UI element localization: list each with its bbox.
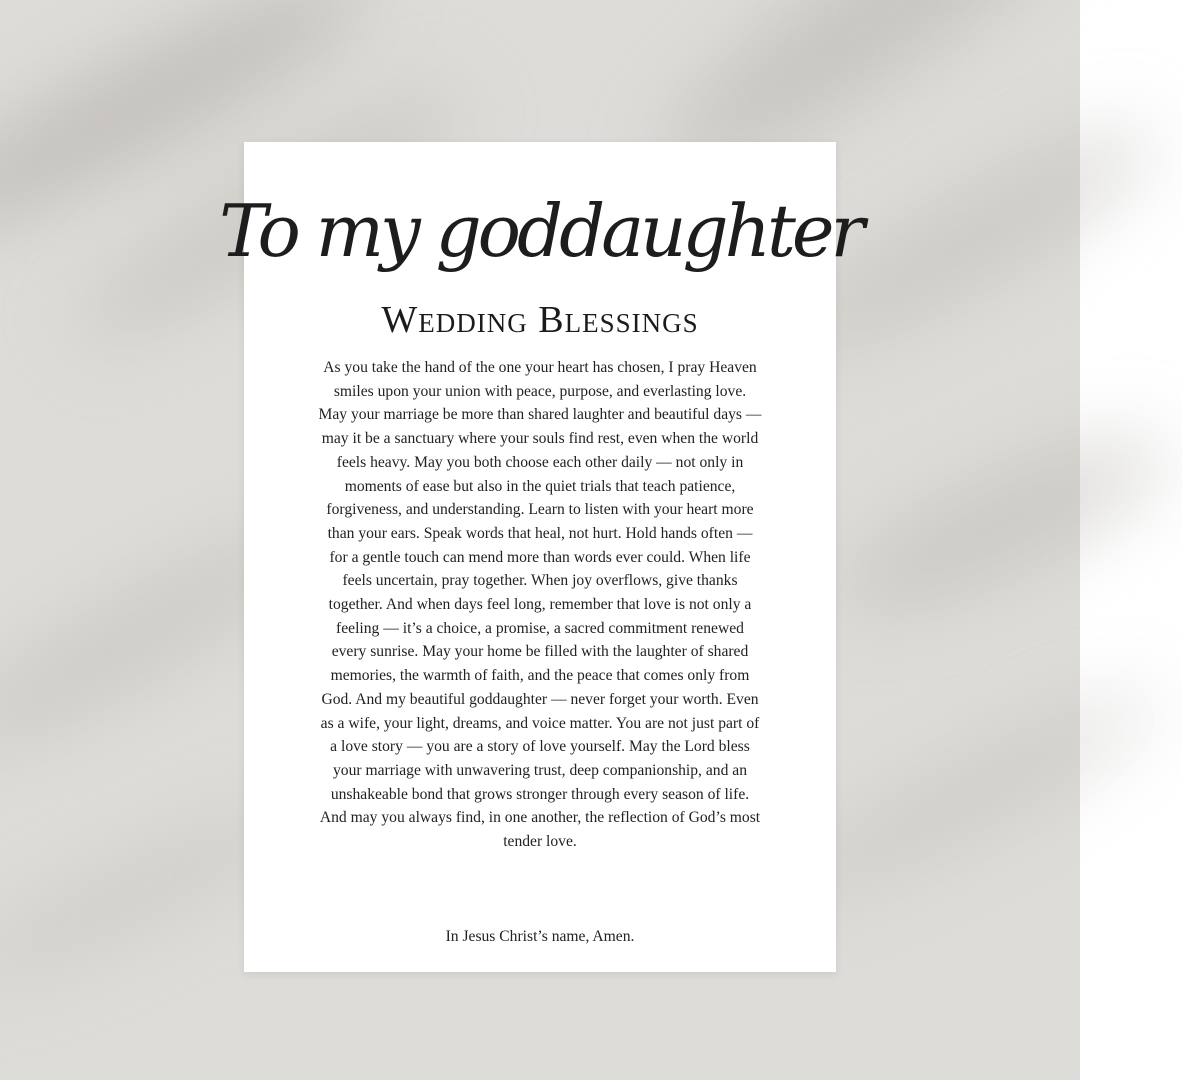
leaf-shadow: [818, 408, 1182, 642]
blessing-text: As you take the hand of the one your heart has chosen, I pray Heaven smiles upon your union with peace, purpose, and everlasting love. May your marriage be more than shared laughter and beautiful days — may it be a sanctuary where your souls find rest, even when the world feels heavy. May you both choose each other daily — not only in moments of ease but also in the quiet trials that teach patience, forgiveness, and understanding. Learn to listen with your heart more than your ears. Speak words that heal, not hurt. Hold hands often — for a gentle touch can mend more than words ever could. When life feels uncertain, pray together. When joy overflows, give thanks together. And when days feel long, remember that love is not only a feeling — it’s a choice, a promise, a sacred commitment renewed every sunrise. May your home be filled with the laughter of shared memories, the warmth of faith, and the peace that comes only from God. And my beautiful goddaughter — never forget your worth. Even as a wife, your light, dreams, and voice matter. You are not just part of a love story — you are a story of love yourself. May the Lord bless your marriage with unwavering trust, deep companionship, and an unshakeable bond that grows stronger through every season of life. And may you always find, in one another, the reflection of God’s most tender love.: [318, 359, 762, 851]
closing-line: In Jesus Christ’s name, Amen.: [445, 928, 635, 945]
script-title-text: To my goddaughter: [219, 189, 861, 273]
script-title: [0, 178, 1080, 288]
subtitle: Wedding Blessings: [381, 299, 699, 341]
script-title-svg: [219, 178, 861, 288]
